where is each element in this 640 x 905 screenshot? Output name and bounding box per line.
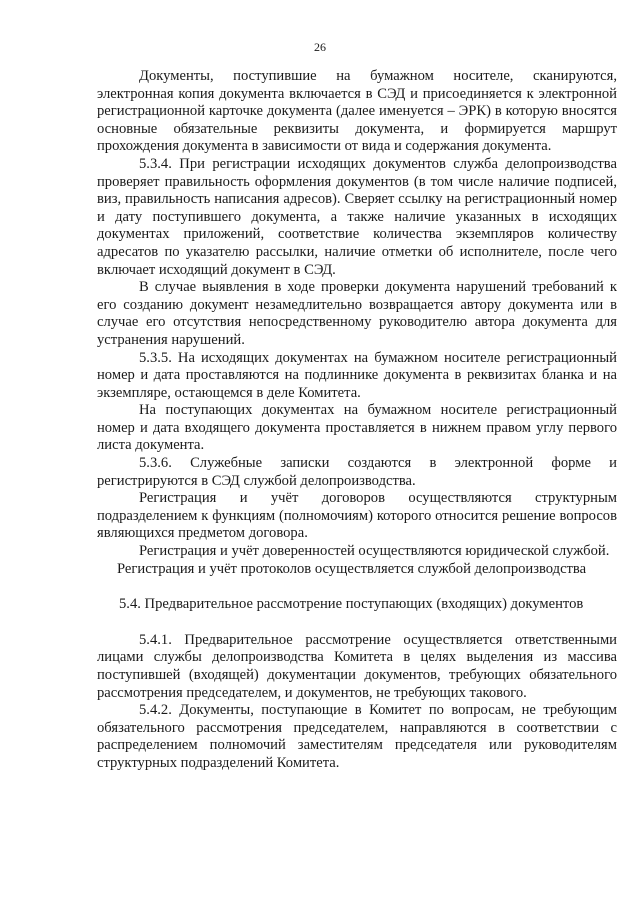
paragraph-5-3-4: 5.3.4. При регистрации исходящих документов служба делопроизводства проверяет правильность оформления документов (в том числе наличие подписей, виз, правильность написания адресов). Сверяет ссылку на регистрационный номер и дату поступившего документа, а также наличие указанных в исходящих документах приложений, соответствие количества экземпляров количеству адресатов по указателю рассылки, наличие отметки об исполнителе, после чего включает исходящий документ в СЭД. (97, 155, 617, 278)
paragraph-5-3-5: 5.3.5. На исходящих документах на бумажном носителе регистрационный номер и дата проставляются на подлиннике документа в реквизитах бланка и на экземпляре, остающемся в деле Комитета. (97, 349, 617, 401)
paragraph-5-4-1: 5.4.1. Предварительное рассмотрение осуществляется ответственными лицами службы делопроизводства Комитета в целях выделения из массива поступившей (входящей) документации документов, требующих обязательного рассмотрения председателем, и документов, не требующих такового. (97, 631, 617, 701)
paragraph-incoming-registration: На поступающих документах на бумажном носителе регистрационный номер и дата входящего документа проставляется в нижнем правом углу первого листа документа. (97, 402, 617, 454)
document-body (97, 68, 617, 773)
page-number: 26 (314, 40, 326, 54)
paragraph-protocols: Регистрация и учёт протоколов осуществляется службой делопроизводства (117, 560, 587, 577)
section-heading-5-4: 5.4. Предварительное рассмотрение поступающих (входящих) документов (119, 596, 584, 613)
paragraph-powers-of-attorney: Регистрация и учёт доверенностей осуществляются юридической службой. (139, 543, 610, 560)
paragraph-5-3-6: 5.3.6. Служебные записки создаются в электронной форме и регистрируются в СЭД службой делопроизводства. (97, 455, 617, 489)
paragraph-5-4-2: 5.4.2. Документы, поступающие в Комитет по вопросам, не требующим обязательного рассмотрения председателем, направляются в соответствии с распределением полномочий заместителям председателя или руководителям структурных подразделений Комитета. (97, 702, 617, 771)
paragraph-violations: В случае выявления в ходе проверки документа нарушений требований к его созданию документ незамедлительно возвращается автору документа или в случае его отсутствия непосредственному руководителю автора документа для устранения нарушений. (97, 279, 617, 348)
paragraph-scanning: Документы, поступившие на бумажном носителе, сканируются, электронная копия документа включается в СЭД и присоединяется к электронной регистрационной карточке документа (далее именуется – ЭРК) в которую вносятся основные обязательные реквизиты документа, и формируется маршрут прохождения документа в зависимости от вида и содержания документа. (97, 68, 617, 155)
paragraph-contracts: Регистрация и учёт договоров осуществляются структурным подразделением к функциям (полномочиям) которого относится решение вопросов являющихся предметом договора. (97, 490, 617, 542)
